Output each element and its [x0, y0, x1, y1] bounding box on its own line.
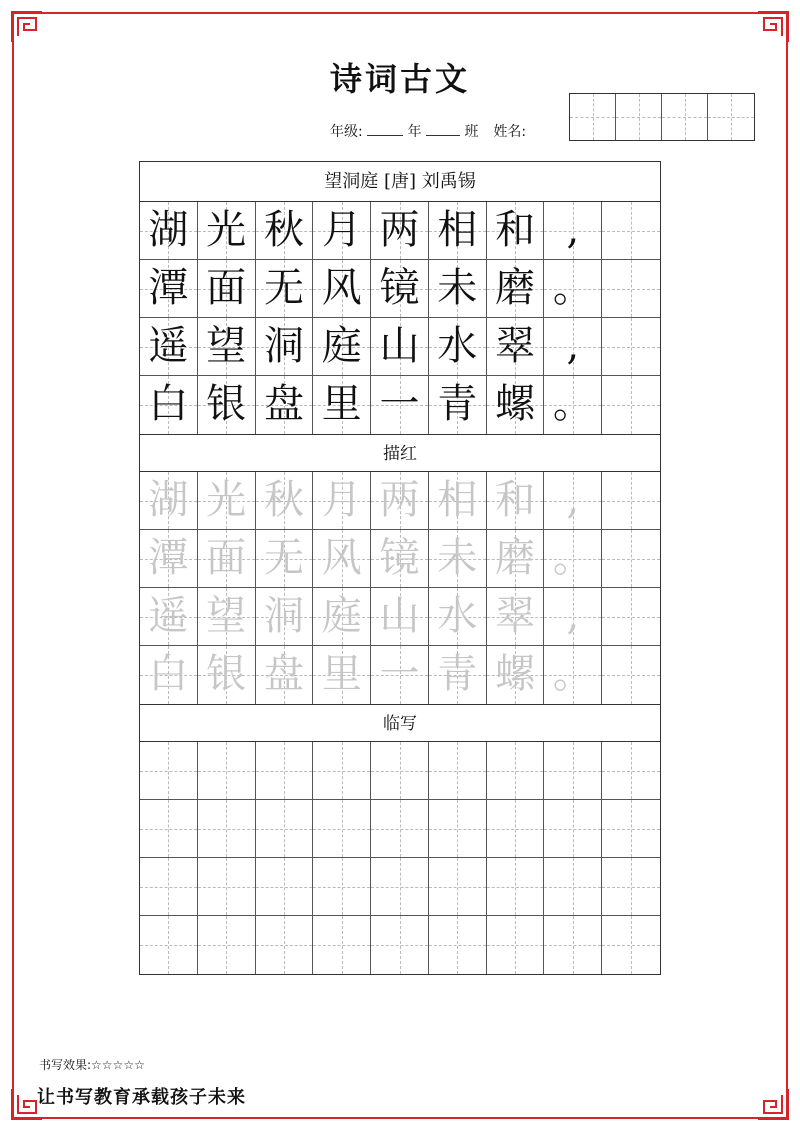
poem-character: 一	[379, 381, 420, 427]
writing-cell[interactable]	[140, 588, 198, 646]
writing-cell[interactable]	[198, 858, 256, 916]
name-label: 姓名:	[493, 124, 527, 140]
grid-row	[140, 260, 660, 318]
writing-cell[interactable]	[429, 588, 487, 646]
writing-cell[interactable]	[544, 260, 602, 318]
writing-cell[interactable]	[544, 742, 602, 800]
grid-row	[140, 202, 660, 260]
poem-character: 青	[437, 381, 478, 427]
writing-cell[interactable]	[429, 472, 487, 530]
writing-cell[interactable]	[140, 916, 198, 974]
grade-blank[interactable]	[367, 123, 403, 136]
trace-character: 。	[552, 535, 593, 581]
trace-character: 风	[321, 535, 362, 581]
writing-cell[interactable]	[313, 588, 371, 646]
poem-character: 风	[321, 265, 362, 311]
trace-character: 秋	[263, 477, 304, 523]
writing-cell[interactable]	[256, 530, 314, 588]
writing-cell[interactable]	[602, 260, 660, 318]
writing-cell[interactable]	[256, 646, 314, 704]
class-blank[interactable]	[426, 123, 460, 136]
writing-cell[interactable]	[140, 646, 198, 704]
poem-header: 望洞庭 [唐] 刘禹锡	[140, 162, 660, 202]
writing-cell[interactable]	[602, 646, 660, 704]
writing-cell[interactable]	[371, 646, 429, 704]
poem-character: 遥	[148, 323, 189, 369]
grid-row	[140, 800, 660, 858]
writing-cell[interactable]	[140, 202, 198, 260]
writing-cell[interactable]	[140, 318, 198, 376]
writing-cell[interactable]	[371, 800, 429, 858]
writing-cell[interactable]	[256, 742, 314, 800]
poem-character: 山	[379, 323, 420, 369]
writing-cell[interactable]	[140, 742, 198, 800]
writing-cell[interactable]	[256, 318, 314, 376]
poem-character: 。	[552, 381, 593, 427]
writing-cell[interactable]	[429, 858, 487, 916]
trace-character: 盘	[263, 651, 304, 697]
trace-character: 相	[437, 477, 478, 523]
writing-cell[interactable]	[198, 472, 256, 530]
writing-rating: 书写效果:☆☆☆☆☆	[39, 1058, 145, 1072]
poem-character: 光	[206, 207, 247, 253]
corner-ornament-top-right	[752, 6, 794, 48]
name-box[interactable]	[616, 94, 662, 140]
writing-cell[interactable]	[429, 202, 487, 260]
writing-cell[interactable]	[487, 800, 545, 858]
footer-slogan: 让书写教育承载孩子未来	[37, 1087, 246, 1108]
writing-cell[interactable]	[544, 318, 602, 376]
writing-cell[interactable]	[602, 742, 660, 800]
trace-character: 洞	[263, 593, 304, 639]
writing-cell[interactable]	[371, 472, 429, 530]
trace-character: 白	[148, 651, 189, 697]
poem-character: 秋	[263, 207, 304, 253]
name-writing-boxes[interactable]	[569, 93, 755, 141]
grid-row	[140, 916, 660, 974]
writing-cell[interactable]	[371, 530, 429, 588]
writing-cell[interactable]	[198, 588, 256, 646]
writing-cell[interactable]	[256, 858, 314, 916]
grid-row	[140, 318, 660, 376]
poem-character: 和	[495, 207, 536, 253]
writing-cell[interactable]	[371, 742, 429, 800]
writing-cell[interactable]	[313, 260, 371, 318]
writing-cell[interactable]	[371, 858, 429, 916]
trace-character: 和	[495, 477, 536, 523]
writing-cell[interactable]	[429, 260, 487, 318]
writing-cell[interactable]	[313, 202, 371, 260]
poem-character: 螺	[495, 381, 536, 427]
trace-character: 。	[552, 651, 593, 697]
trace-character: ,	[566, 477, 580, 523]
trace-character: 无	[263, 535, 304, 581]
writing-cell[interactable]	[544, 858, 602, 916]
poem-character: 盘	[263, 381, 304, 427]
writing-cell[interactable]	[602, 916, 660, 974]
copy-grid	[140, 742, 660, 974]
writing-cell[interactable]	[602, 530, 660, 588]
writing-cell[interactable]	[371, 260, 429, 318]
writing-cell[interactable]	[256, 800, 314, 858]
writing-cell[interactable]	[198, 202, 256, 260]
poem-character: 水	[437, 323, 478, 369]
writing-cell[interactable]	[429, 376, 487, 434]
writing-cell[interactable]	[198, 530, 256, 588]
writing-cell[interactable]	[487, 646, 545, 704]
writing-cell[interactable]	[487, 588, 545, 646]
year-label: 年	[407, 124, 422, 140]
poem-character: 潭	[148, 265, 189, 311]
grid-row	[140, 858, 660, 916]
writing-cell[interactable]	[256, 260, 314, 318]
trace-character: 未	[437, 535, 478, 581]
poem-character: 白	[148, 381, 189, 427]
trace-character: 山	[379, 593, 420, 639]
poem-character: 无	[263, 265, 304, 311]
writing-cell[interactable]	[602, 376, 660, 434]
writing-cell[interactable]	[256, 588, 314, 646]
writing-cell[interactable]	[429, 646, 487, 704]
poem-character: 两	[379, 207, 420, 253]
name-box[interactable]	[708, 94, 754, 140]
writing-cell[interactable]	[602, 202, 660, 260]
writing-cell[interactable]	[313, 530, 371, 588]
writing-cell[interactable]	[371, 376, 429, 434]
writing-cell[interactable]	[429, 742, 487, 800]
writing-cell[interactable]	[487, 472, 545, 530]
trace-grid	[140, 472, 660, 704]
sample-grid	[140, 202, 660, 434]
writing-cell[interactable]	[487, 318, 545, 376]
writing-cell[interactable]	[544, 376, 602, 434]
name-box[interactable]	[662, 94, 708, 140]
writing-cell[interactable]	[198, 800, 256, 858]
poem-character: 望	[206, 323, 247, 369]
writing-cell[interactable]	[487, 260, 545, 318]
trace-character: 面	[206, 535, 247, 581]
writing-cell[interactable]	[487, 202, 545, 260]
grid-row	[140, 588, 660, 646]
writing-cell[interactable]	[140, 472, 198, 530]
poem-character: 面	[206, 265, 247, 311]
trace-character: 望	[206, 593, 247, 639]
corner-ornament-top-left	[6, 6, 48, 48]
poem-character: 磨	[495, 265, 536, 311]
trace-character: 光	[206, 477, 247, 523]
writing-cell[interactable]	[313, 916, 371, 974]
writing-cell[interactable]	[544, 530, 602, 588]
trace-character: 青	[437, 651, 478, 697]
writing-cell[interactable]	[140, 800, 198, 858]
poem-character: 未	[437, 265, 478, 311]
student-info-line	[330, 121, 526, 141]
writing-cell[interactable]	[544, 916, 602, 974]
writing-cell[interactable]	[371, 318, 429, 376]
trace-character: 水	[437, 593, 478, 639]
poem-character: ,	[566, 207, 580, 253]
writing-cell[interactable]	[487, 530, 545, 588]
writing-cell[interactable]	[256, 376, 314, 434]
writing-cell[interactable]	[198, 646, 256, 704]
writing-cell[interactable]	[487, 742, 545, 800]
class-label: 班	[464, 124, 479, 140]
writing-cell[interactable]	[544, 800, 602, 858]
grid-row	[140, 530, 660, 588]
poem-character: 里	[321, 381, 362, 427]
writing-cell[interactable]	[198, 318, 256, 376]
writing-cell[interactable]	[256, 916, 314, 974]
writing-cell[interactable]	[544, 646, 602, 704]
writing-cell[interactable]	[429, 800, 487, 858]
grid-row	[140, 742, 660, 800]
trace-character: 磨	[495, 535, 536, 581]
writing-cell[interactable]	[371, 588, 429, 646]
poem-character: 翠	[495, 323, 536, 369]
writing-cell[interactable]	[140, 530, 198, 588]
trace-character: 螺	[495, 651, 536, 697]
poem-character: 银	[206, 381, 247, 427]
trace-character: 遥	[148, 593, 189, 639]
name-box[interactable]	[570, 94, 616, 140]
trace-character: 庭	[321, 593, 362, 639]
practice-sheet	[139, 161, 661, 975]
poem-character: 相	[437, 207, 478, 253]
poem-character: 洞	[263, 323, 304, 369]
page-title: 诗词古文	[329, 60, 470, 98]
grid-row	[140, 472, 660, 530]
trace-section-label: 描红	[140, 434, 660, 472]
writing-cell[interactable]	[198, 376, 256, 434]
writing-cell[interactable]	[487, 916, 545, 974]
writing-cell[interactable]	[429, 530, 487, 588]
trace-character: 两	[379, 477, 420, 523]
writing-cell[interactable]	[140, 260, 198, 318]
writing-cell[interactable]	[429, 916, 487, 974]
writing-cell[interactable]	[602, 318, 660, 376]
copy-section-label: 临写	[140, 704, 660, 742]
writing-cell[interactable]	[313, 742, 371, 800]
writing-cell[interactable]	[371, 916, 429, 974]
poem-character: 。	[552, 265, 593, 311]
writing-cell[interactable]	[313, 376, 371, 434]
trace-character: 里	[321, 651, 362, 697]
writing-cell[interactable]	[198, 916, 256, 974]
writing-cell[interactable]	[256, 472, 314, 530]
corner-ornament-bottom-right	[752, 1083, 794, 1125]
poem-character: ,	[566, 323, 580, 369]
writing-cell[interactable]	[487, 858, 545, 916]
poem-character: 湖	[148, 207, 189, 253]
writing-cell[interactable]	[140, 858, 198, 916]
writing-cell[interactable]	[256, 202, 314, 260]
writing-cell[interactable]	[198, 260, 256, 318]
trace-character: 湖	[148, 477, 189, 523]
trace-character: 银	[206, 651, 247, 697]
trace-character: 月	[321, 477, 362, 523]
writing-cell[interactable]	[602, 472, 660, 530]
trace-character: ,	[566, 593, 580, 639]
grid-row	[140, 376, 660, 434]
poem-character: 月	[321, 207, 362, 253]
writing-cell[interactable]	[313, 800, 371, 858]
writing-cell[interactable]	[198, 742, 256, 800]
writing-cell[interactable]	[544, 588, 602, 646]
poem-character: 镜	[379, 265, 420, 311]
trace-character: 潭	[148, 535, 189, 581]
writing-cell[interactable]	[313, 858, 371, 916]
writing-cell[interactable]	[602, 588, 660, 646]
writing-cell[interactable]	[487, 376, 545, 434]
grade-label: 年级:	[330, 124, 363, 140]
writing-cell[interactable]	[602, 800, 660, 858]
writing-cell[interactable]	[544, 202, 602, 260]
writing-cell[interactable]	[313, 472, 371, 530]
writing-cell[interactable]	[544, 472, 602, 530]
grid-row	[140, 646, 660, 704]
poem-character: 庭	[321, 323, 362, 369]
writing-cell[interactable]	[429, 318, 487, 376]
writing-cell[interactable]	[313, 646, 371, 704]
trace-character: 翠	[495, 593, 536, 639]
writing-cell[interactable]	[371, 202, 429, 260]
trace-character: 一	[379, 651, 420, 697]
trace-character: 镜	[379, 535, 420, 581]
writing-cell[interactable]	[140, 376, 198, 434]
writing-cell[interactable]	[602, 858, 660, 916]
writing-cell[interactable]	[313, 318, 371, 376]
